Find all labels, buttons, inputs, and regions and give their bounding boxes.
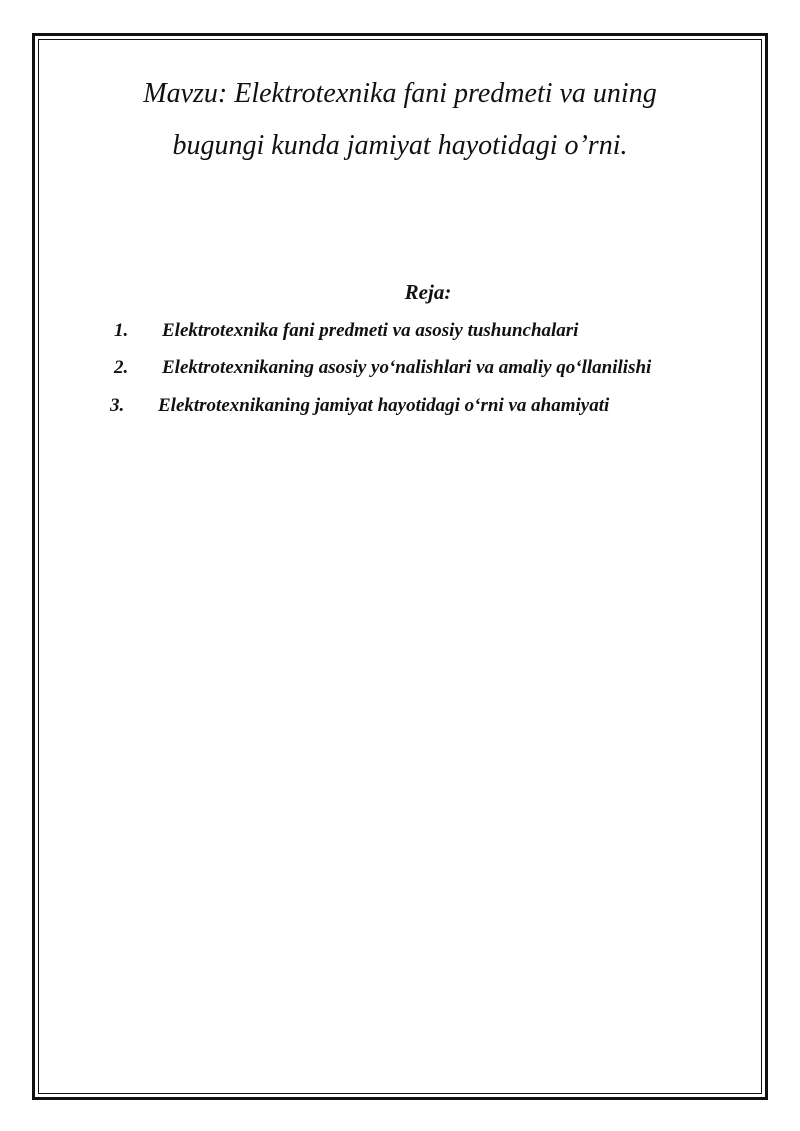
title-line-1: Mavzu: Elektrotexnika fani predmeti va uning — [143, 78, 657, 109]
plan-item-number: 2. — [114, 357, 129, 378]
title-line-2: bugungi kunda jamiyat hayotidagi o’rni. — [172, 130, 628, 161]
plan-heading: Reja: — [404, 280, 452, 304]
page-border-inner — [38, 39, 762, 1094]
plan-item-text: Elektrotexnikaning jamiyat hayotidagi o‘rni va ahamiyati — [158, 395, 610, 416]
plan-item-number: 3. — [110, 395, 125, 416]
plan-item-text: Elektrotexnikaning asosiy yo‘nalishlari va amaliy qo‘llanilishi — [162, 357, 652, 378]
plan-item-text: Elektrotexnika fani predmeti va asosiy tushunchalari — [162, 320, 579, 341]
plan-item-number: 1. — [114, 320, 129, 341]
